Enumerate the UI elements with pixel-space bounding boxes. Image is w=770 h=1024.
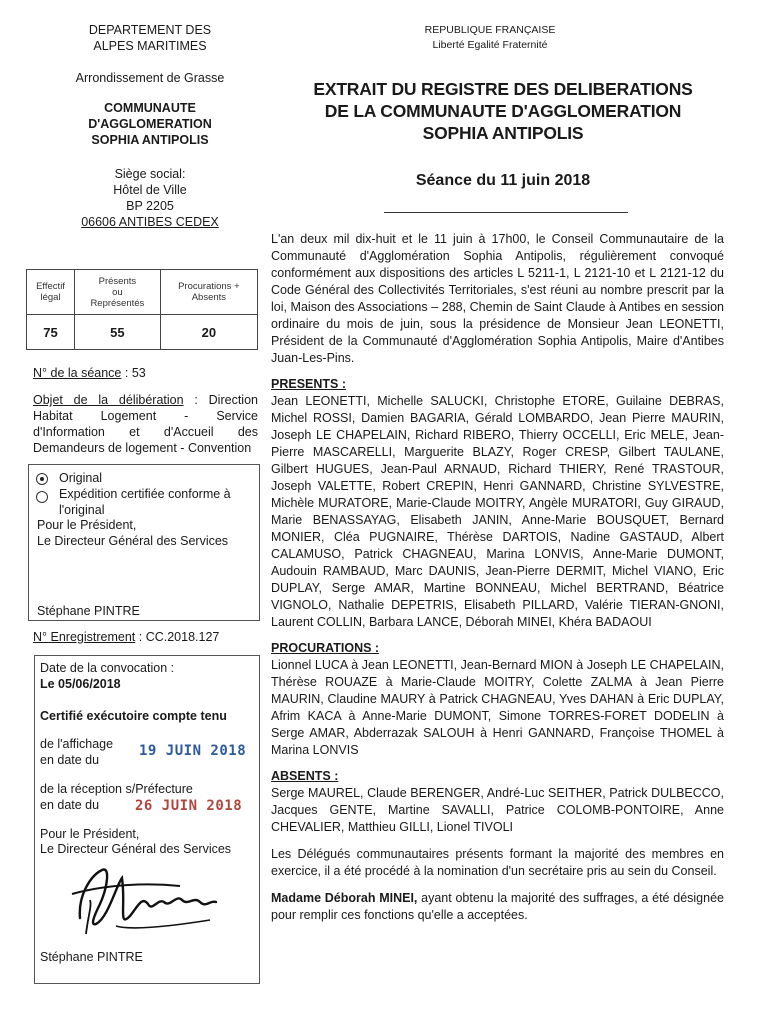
- for-president: Pour le Président,: [37, 518, 137, 532]
- procurations-list: Lionnel LUCA à Jean LEONETTI, Jean-Bernard MION à Joseph LE CHAPELAIN, Thérèse ROUAZE à Marie-Claude MOITRY, Colette ZALMA à Jean Pierre MAURIN, Claudine MAURY à Patrick CHAGNEAU, Yves DAHAN à Eric DUPLAY, Afrim KACA à Anne-Marie DUMONT, Simone TORRES-FORET DODELIN à Serge AMAR, Abderrazak SALOUH à Henri GANNARD, Françoise THOMEL à Marina LONVIS: [271, 658, 724, 757]
- republic: REPUBLIQUE FRANÇAISE: [424, 24, 556, 36]
- republic-header: [380, 24, 600, 51]
- left-header: [40, 22, 260, 230]
- procurations-title: PROCURATIONS :: [271, 641, 380, 655]
- delegates-paragraph: Les Délégués communautaires présents formant la majorité des membres en exercice, il a été procédé à la nomination d'un secrétaire pris au sein du Conseil.: [271, 847, 724, 878]
- deliberation-body: [271, 231, 724, 924]
- signature-image: [60, 856, 240, 941]
- value-presents: 55: [75, 315, 161, 350]
- secretary-paragraph: [271, 890, 724, 924]
- prefecture-label: de la réception s/Préfecture en date du: [40, 782, 193, 812]
- copy-radio[interactable]: [36, 491, 48, 503]
- certified-text: Certifié exécutoire compte tenu: [40, 709, 227, 723]
- document-title: [282, 78, 724, 144]
- value-procurations: 20: [160, 315, 257, 350]
- intro-paragraph: L'an deux mil dix-huit et le 11 juin à 17h00, le Conseil Communautaire de la Communauté d'Agglomération Sophia Antipolis, régulièrement convoqué conformément aux dispositions des articles L 5211-1, L 2121-10 et L 2121-12 du Code Général des Collectivités Territoriales, s'est réuni au nombre prescrit par la loi, Maison des Associations – 288, Chemin de Saint Claude à Antibes en session ordinaire du mois de juin, sous la présidence de Monsieur Jean LEONETTI, Président de la Communauté d'Agglomération Sophia Antipolis, Maire d'Antibes Juan-Les-Pins.: [271, 232, 724, 365]
- display-label: de l'affichage en date du: [40, 737, 114, 767]
- original-box: [28, 464, 260, 621]
- header-presents: Présents ou Représentés: [75, 270, 161, 315]
- seat-line: Hôtel de Ville: [113, 183, 187, 197]
- header-procurations: Procurations + Absents: [160, 270, 257, 315]
- attendance-table: [26, 269, 258, 350]
- arrondissement: Arrondissement de Grasse: [75, 71, 225, 85]
- absents-title: ABSENTS :: [271, 769, 339, 783]
- title-line: SOPHIA ANTIPOLIS: [422, 123, 584, 143]
- title-line: EXTRAIT DU REGISTRE DES DELIBERATIONS: [313, 79, 693, 99]
- prefecture-date-stamp: 26 JUIN 2018: [135, 798, 243, 814]
- original-radio[interactable]: [36, 473, 48, 485]
- secretary-name: Madame Déborah MINEI,: [271, 891, 418, 905]
- seat-line: Siège social:: [114, 167, 186, 181]
- seance-number: N° de la séance : 53: [33, 366, 146, 380]
- display-date-stamp: 19 JUIN 2018: [139, 743, 247, 759]
- absents-list: Serge MAUREL, Claude BERENGER, André-Luc SEITHER, Patrick DULBECCO, Jacques GENTE, Martine SAVALLI, Patrice COLOMB-PONTOIRE, Anne CHEVALIER, Matthieu GILLI, Lionel TIVOLI: [271, 786, 724, 834]
- community-line: D'AGGLOMERATION: [88, 117, 212, 131]
- copy-label: Expédition certifiée conforme à l'original: [59, 487, 231, 517]
- certification-box: [34, 655, 260, 984]
- original-label: Original: [59, 471, 103, 485]
- title-line: DE LA COMMUNAUTE D'AGGLOMERATION: [324, 101, 682, 121]
- director-title: Le Directeur Général des Services: [37, 534, 229, 548]
- registration-number: N° Enregistrement : CC.2018.127: [33, 630, 220, 644]
- department-line: DEPARTEMENT DES: [88, 23, 212, 37]
- value-effectif: 75: [27, 315, 75, 350]
- seat-line: BP 2205: [126, 199, 174, 213]
- department-line: ALPES MARITIMES: [93, 39, 207, 53]
- deliberation-object: Objet de la délibération : Direction Habitat Logement - Service d'Information et d'Accueil des Demandeurs de logement - Convention: [33, 393, 258, 455]
- motto: Liberté Egalité Fraternité: [432, 39, 548, 51]
- cert-for-president: Pour le Président,: [40, 827, 140, 841]
- cert-director: Le Directeur Général des Services: [40, 842, 232, 856]
- seat-address: 06606 ANTIBES CEDEX: [81, 215, 219, 229]
- cert-signatory: Stéphane PINTRE: [40, 950, 143, 964]
- presents-list: Jean LEONETTI, Michelle SALUCKI, Christophe ETORE, Guilaine DEBRAS, Michel ROSSI, Damien BAGARIA, Gérald LOMBARDO, Jean Pierre MAURIN, Joseph LE CHAPELAIN, Richard RIBERO, Thierry OCCELLI, Eric MELE, Jean-Pierre MASCARELLI, Marguerite BLAZY, Roger CRESP, Gilbert TAULANE, Gilbert HUGUES, Jean-Paul ARNAUD, Richard THIERY, René TRASTOUR, Joseph VALETTE, Robert CREPIN, Henri GANNARD, Christine SYLVESTRE, Michèle MURATORE, Marie-Claude MOITRY, Angèle MURATORI, Guy GIRAUD, Marie BENASSAYAG, Elisabeth JANIN, Anne-Marie BOUSQUET, Bernard MONIER, Cléa PUGNAIRE, Thérèse DARTOIS, Nadine GASTAUD, Albert CALAMUSO, Patrick CHAGNEAU, Marina LONVIS, Anne-Marie DUMONT, Audouin RAMBAUD, Marc DAUNIS, Jean-Pierre DERMIT, Michel VIANO, Eric DUPLAY, Serge AMAR, Martine BONNEAU, Michel BERTRAND, Béatrice VIGNOLO, Nathalie DEPETRIS, Elisabeth PILLARD, Valérie TIERAN-GNONI, Laurent COLLIN, Barbara LANCE, Déborah MINEI, Khéra BADAOUI: [271, 394, 724, 629]
- community-line: COMMUNAUTE: [104, 101, 196, 115]
- title-divider: [384, 212, 628, 213]
- convocation-date: Le 05/06/2018: [40, 677, 121, 691]
- signatory-name: Stéphane PINTRE: [37, 604, 140, 618]
- presents-title: PRESENTS :: [271, 377, 347, 391]
- secretary-text: ayant obtenu la majorité des suffrages, a été désignée pour remplir ces fonctions qu'elle a acceptées.: [271, 891, 724, 922]
- seance-date: Séance du 11 juin 2018: [415, 172, 591, 189]
- convocation-label: Date de la convocation :: [40, 661, 175, 675]
- community-line: SOPHIA ANTIPOLIS: [91, 133, 209, 147]
- header-effectif: Effectif légal: [27, 270, 75, 315]
